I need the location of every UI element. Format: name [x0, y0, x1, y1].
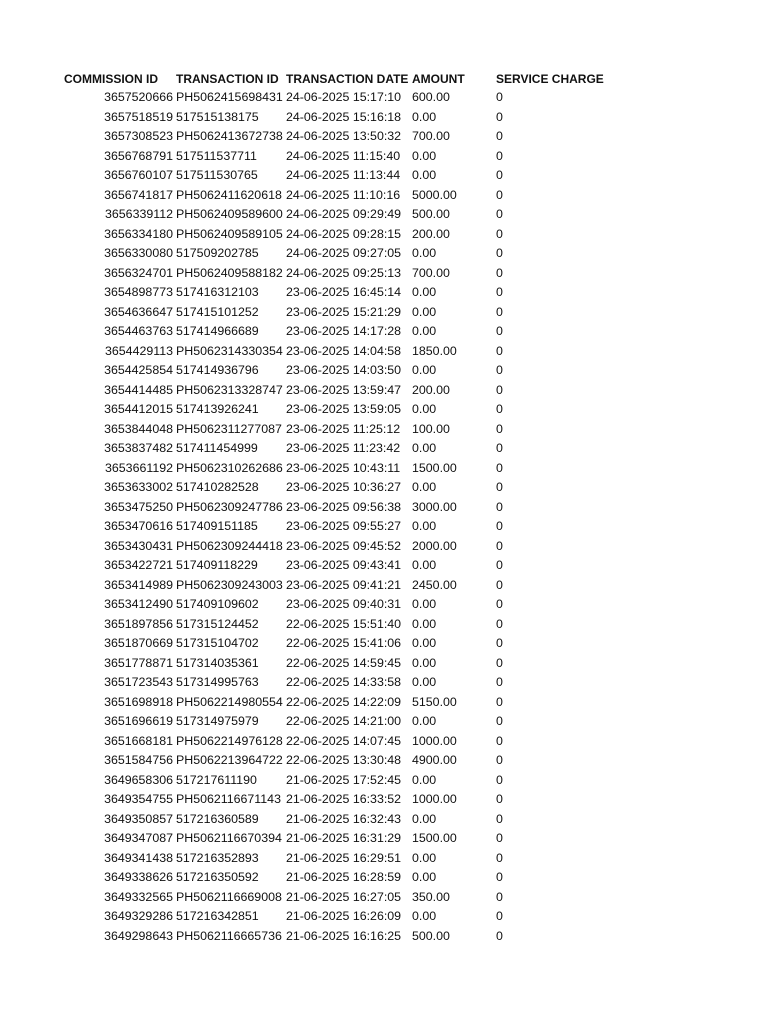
- cell-amount[interactable]: 1500.00: [412, 460, 457, 475]
- table-row: [0, 400, 768, 420]
- cell-transaction-id[interactable]: 517216352893: [176, 850, 259, 865]
- cell-transaction-date[interactable]: 23-06-2025 14:04:58: [286, 343, 402, 358]
- cell-commission-id[interactable]: 3653470616: [104, 519, 173, 533]
- cell-transaction-date[interactable]: 23-06-2025 09:45:52: [286, 538, 402, 553]
- cell-transaction-id[interactable]: 517315104702: [176, 636, 259, 650]
- table-row: [0, 673, 768, 693]
- cell-commission-id[interactable]: 3656741817: [104, 187, 173, 202]
- cell-amount[interactable]: 0.00: [412, 148, 437, 163]
- table-row: [0, 186, 768, 206]
- cell-transaction-date[interactable]: 24-06-2025 11:10:16: [286, 187, 401, 202]
- table-row: [0, 829, 768, 849]
- cell-commission-id[interactable]: 3651696619: [104, 714, 173, 728]
- table-row: [0, 439, 768, 459]
- cell-transaction-date[interactable]: 24-06-2025 09:27:05: [286, 246, 402, 260]
- cell-amount[interactable]: 0.00: [412, 655, 437, 670]
- cell-transaction-id[interactable]: 517515138175: [176, 109, 259, 124]
- header-service-charge[interactable]: SERVICE CHARGE: [496, 72, 604, 86]
- cell-transaction-date[interactable]: 23-06-2025 16:45:14: [286, 285, 402, 299]
- cell-commission-id[interactable]: 3653430431: [104, 538, 173, 553]
- cell-service-charge[interactable]: 0: [496, 168, 503, 182]
- cell-amount[interactable]: 1850.00: [412, 343, 457, 358]
- cell-commission-id[interactable]: 3651723543: [104, 675, 173, 689]
- cell-service-charge[interactable]: 0: [496, 850, 503, 865]
- cell-amount[interactable]: 0.00: [412, 402, 437, 416]
- cell-service-charge[interactable]: 0: [496, 636, 503, 650]
- cell-transaction-date[interactable]: 24-06-2025 09:28:15: [286, 226, 402, 241]
- cell-transaction-id[interactable]: PH5062214976128: [176, 733, 283, 748]
- table-row: [0, 322, 768, 342]
- cell-service-charge[interactable]: 0: [496, 343, 503, 358]
- cell-commission-id[interactable]: 3654429113: [105, 343, 173, 358]
- cell-commission-id[interactable]: 3653412490: [104, 597, 173, 611]
- cell-service-charge[interactable]: 0: [496, 519, 503, 533]
- table-row: [0, 244, 768, 264]
- cell-transaction-date[interactable]: 22-06-2025 14:21:00: [286, 714, 402, 728]
- cell-transaction-date[interactable]: 24-06-2025 11:13:44: [286, 168, 401, 182]
- cell-amount[interactable]: 0.00: [412, 441, 437, 455]
- cell-transaction-date[interactable]: 24-06-2025 13:50:32: [286, 129, 402, 143]
- cell-service-charge[interactable]: 0: [496, 694, 503, 709]
- cell-amount[interactable]: 3000.00: [412, 499, 457, 514]
- cell-transaction-id[interactable]: PH5062409589600: [176, 207, 283, 221]
- cell-transaction-id[interactable]: PH5062116669008: [176, 889, 282, 904]
- cell-transaction-id[interactable]: PH5062116665736: [176, 928, 282, 943]
- cell-amount[interactable]: 4900.00: [412, 753, 457, 767]
- cell-commission-id[interactable]: 3651668181: [104, 733, 173, 748]
- cell-transaction-id[interactable]: 517216360589: [176, 811, 259, 826]
- cell-transaction-id[interactable]: 517216342851: [176, 909, 259, 923]
- table-row: [0, 264, 768, 284]
- cell-transaction-date[interactable]: 22-06-2025 15:41:06: [286, 636, 402, 650]
- cell-amount[interactable]: 1500.00: [412, 831, 457, 845]
- cell-transaction-date[interactable]: 23-06-2025 11:25:12: [286, 421, 401, 436]
- cell-transaction-id[interactable]: 517411454999: [176, 441, 258, 455]
- cell-commission-id[interactable]: 3654414485: [104, 382, 173, 397]
- cell-service-charge[interactable]: 0: [496, 577, 503, 592]
- cell-transaction-date[interactable]: 22-06-2025 13:30:48: [286, 753, 402, 767]
- table-row: [0, 849, 768, 869]
- cell-transaction-date[interactable]: 21-06-2025 16:32:43: [286, 811, 402, 826]
- cell-amount[interactable]: 5150.00: [412, 694, 457, 709]
- cell-commission-id[interactable]: 3657520666: [104, 90, 173, 104]
- cell-transaction-id[interactable]: PH5062311277087: [176, 421, 282, 436]
- table-body: [0, 88, 768, 946]
- table-row: [0, 303, 768, 323]
- cell-transaction-date[interactable]: 23-06-2025 09:55:27: [286, 519, 402, 533]
- cell-amount[interactable]: 0.00: [412, 772, 437, 787]
- cell-service-charge[interactable]: 0: [496, 928, 503, 943]
- cell-transaction-date[interactable]: 23-06-2025 09:40:31: [286, 597, 402, 611]
- cell-commission-id[interactable]: 3656324701: [104, 265, 173, 280]
- table-row: [0, 927, 768, 947]
- cell-amount[interactable]: 0.00: [412, 811, 437, 826]
- cell-transaction-date[interactable]: 23-06-2025 14:17:28: [286, 324, 402, 338]
- cell-transaction-date[interactable]: 23-06-2025 14:03:50: [286, 363, 402, 377]
- cell-transaction-date[interactable]: 23-06-2025 09:43:41: [286, 558, 402, 572]
- cell-transaction-id[interactable]: PH5062310262686: [176, 460, 283, 475]
- cell-amount[interactable]: 0.00: [412, 246, 437, 260]
- cell-commission-id[interactable]: 3653414989: [104, 577, 173, 592]
- cell-service-charge[interactable]: 0: [496, 324, 503, 338]
- cell-transaction-id[interactable]: PH5062314330354: [176, 343, 283, 358]
- cell-service-charge[interactable]: 0: [496, 675, 503, 689]
- cell-transaction-id[interactable]: 517314975979: [176, 714, 259, 728]
- cell-amount[interactable]: 500.00: [412, 928, 450, 943]
- cell-amount[interactable]: 0.00: [412, 675, 437, 689]
- cell-service-charge[interactable]: 0: [496, 265, 503, 280]
- cell-transaction-id[interactable]: 517414936796: [176, 363, 259, 377]
- cell-service-charge[interactable]: 0: [496, 831, 503, 845]
- cell-transaction-id[interactable]: 517413926241: [176, 402, 259, 416]
- cell-commission-id[interactable]: 3654425854: [104, 363, 173, 377]
- cell-transaction-date[interactable]: 23-06-2025 10:36:27: [286, 480, 402, 494]
- cell-amount[interactable]: 700.00: [412, 265, 450, 280]
- cell-transaction-date[interactable]: 21-06-2025 16:16:25: [286, 928, 402, 943]
- cell-service-charge[interactable]: 0: [496, 714, 503, 728]
- cell-commission-id[interactable]: 3651870669: [104, 636, 173, 650]
- cell-transaction-id[interactable]: 517314035361: [176, 655, 259, 670]
- header-transaction-id[interactable]: TRANSACTION ID: [176, 72, 279, 86]
- cell-amount[interactable]: 100.00: [412, 421, 450, 436]
- cell-transaction-date[interactable]: 21-06-2025 16:33:52: [286, 792, 402, 806]
- cell-commission-id[interactable]: 3653837482: [104, 441, 173, 455]
- cell-service-charge[interactable]: 0: [496, 772, 503, 787]
- table-row: [0, 595, 768, 615]
- cell-service-charge[interactable]: 0: [496, 616, 503, 631]
- cell-amount[interactable]: 1000.00: [412, 733, 457, 748]
- cell-transaction-id[interactable]: 517217611190: [176, 772, 257, 787]
- cell-service-charge[interactable]: 0: [496, 402, 503, 416]
- cell-service-charge[interactable]: 0: [496, 441, 503, 455]
- cell-amount[interactable]: 0.00: [412, 168, 437, 182]
- cell-transaction-date[interactable]: 22-06-2025 14:33:58: [286, 675, 402, 689]
- cell-transaction-date[interactable]: 22-06-2025 14:07:45: [286, 733, 402, 748]
- table-row: [0, 225, 768, 245]
- cell-transaction-id[interactable]: 517216350592: [176, 870, 259, 884]
- table-row: [0, 868, 768, 888]
- cell-commission-id[interactable]: 3656334180: [104, 226, 173, 241]
- table-row: [0, 634, 768, 654]
- cell-commission-id[interactable]: 3651698918: [104, 694, 173, 709]
- cell-commission-id[interactable]: 3651778871: [104, 655, 173, 670]
- cell-commission-id[interactable]: 3653422721: [104, 558, 173, 572]
- header-commission-id[interactable]: COMMISSION ID: [64, 72, 159, 86]
- table-row: [0, 556, 768, 576]
- table-row: [0, 907, 768, 927]
- cell-commission-id[interactable]: 3656768791: [104, 148, 173, 163]
- cell-transaction-id[interactable]: 517415101252: [176, 304, 259, 319]
- cell-transaction-id[interactable]: PH5062413672738: [176, 129, 283, 143]
- cell-amount[interactable]: 0.00: [412, 285, 437, 299]
- cell-transaction-id[interactable]: PH5062214980554: [176, 694, 283, 709]
- cell-service-charge[interactable]: 0: [496, 792, 503, 806]
- cell-service-charge[interactable]: 0: [496, 363, 503, 377]
- cell-transaction-date[interactable]: 23-06-2025 13:59:47: [286, 382, 402, 397]
- cell-commission-id[interactable]: 3653633002: [104, 480, 173, 494]
- cell-transaction-date[interactable]: 23-06-2025 09:41:21: [286, 577, 402, 592]
- cell-commission-id[interactable]: 3656330080: [104, 246, 173, 260]
- cell-service-charge[interactable]: 0: [496, 655, 503, 670]
- table-row: [0, 459, 768, 479]
- cell-commission-id[interactable]: 3649350857: [104, 811, 173, 826]
- cell-transaction-id[interactable]: 517314995763: [176, 675, 259, 689]
- table-row: [0, 790, 768, 810]
- table-row: [0, 361, 768, 381]
- cell-amount[interactable]: 0.00: [412, 480, 437, 494]
- cell-service-charge[interactable]: 0: [496, 909, 503, 923]
- cell-transaction-id[interactable]: 517409109602: [176, 597, 259, 611]
- cell-service-charge[interactable]: 0: [496, 207, 503, 221]
- cell-transaction-id[interactable]: PH5062116670394: [176, 831, 282, 845]
- cell-transaction-id[interactable]: PH5062409589105: [176, 226, 283, 241]
- cell-amount[interactable]: 0.00: [412, 870, 437, 884]
- cell-transaction-date[interactable]: 24-06-2025 09:29:49: [286, 207, 402, 221]
- cell-transaction-id[interactable]: 517410282528: [176, 480, 259, 494]
- cell-service-charge[interactable]: 0: [496, 811, 503, 826]
- cell-commission-id[interactable]: 3656760107: [104, 168, 173, 182]
- table-row: [0, 810, 768, 830]
- cell-service-charge[interactable]: 0: [496, 499, 503, 514]
- table-row: [0, 888, 768, 908]
- cell-amount[interactable]: 5000.00: [412, 187, 457, 202]
- header-transaction-date[interactable]: TRANSACTION DATE: [286, 72, 409, 86]
- cell-transaction-date[interactable]: 24-06-2025 11:15:40: [286, 148, 401, 163]
- table-row: [0, 205, 768, 225]
- cell-transaction-id[interactable]: 517409151185: [176, 519, 258, 533]
- table-row: [0, 108, 768, 128]
- cell-service-charge[interactable]: 0: [496, 753, 503, 767]
- cell-service-charge[interactable]: 0: [496, 187, 503, 202]
- cell-amount[interactable]: 1000.00: [412, 792, 457, 806]
- table-row: [0, 381, 768, 401]
- cell-amount[interactable]: 2450.00: [412, 577, 457, 592]
- cell-amount[interactable]: 0.00: [412, 616, 437, 631]
- cell-transaction-id[interactable]: PH5062411620618: [176, 187, 282, 202]
- cell-commission-id[interactable]: 3651584756: [104, 753, 173, 767]
- cell-service-charge[interactable]: 0: [496, 129, 503, 143]
- cell-commission-id[interactable]: 3657308523: [104, 129, 173, 143]
- cell-amount[interactable]: 350.00: [412, 889, 450, 904]
- cell-commission-id[interactable]: 3649658306: [104, 772, 173, 787]
- table-row: [0, 420, 768, 440]
- table-row: [0, 127, 768, 147]
- cell-amount[interactable]: 0.00: [412, 597, 437, 611]
- cell-transaction-date[interactable]: 23-06-2025 09:56:38: [286, 499, 402, 514]
- table-row: [0, 166, 768, 186]
- table-row: [0, 537, 768, 557]
- cell-commission-id[interactable]: 3654636647: [104, 304, 173, 319]
- cell-amount[interactable]: 0.00: [412, 558, 437, 572]
- cell-transaction-date[interactable]: 24-06-2025 15:17:10: [286, 90, 402, 104]
- cell-commission-id[interactable]: 3654463763: [104, 324, 173, 338]
- table-row: [0, 342, 768, 362]
- transactions-sheet: [0, 70, 768, 946]
- cell-service-charge[interactable]: 0: [496, 460, 503, 475]
- cell-commission-id[interactable]: 3653661192: [105, 460, 173, 475]
- table-row: [0, 576, 768, 596]
- cell-amount[interactable]: 0.00: [412, 519, 437, 533]
- cell-amount[interactable]: 0.00: [412, 324, 437, 338]
- cell-amount[interactable]: 0.00: [412, 850, 437, 865]
- cell-service-charge[interactable]: 0: [496, 285, 503, 299]
- cell-commission-id[interactable]: 3653475250: [104, 499, 173, 514]
- cell-transaction-id[interactable]: PH5062415698431: [176, 90, 283, 104]
- cell-transaction-id[interactable]: 517409118229: [176, 558, 258, 572]
- cell-amount[interactable]: 2000.00: [412, 538, 457, 553]
- cell-service-charge[interactable]: 0: [496, 889, 503, 904]
- table-row: [0, 517, 768, 537]
- table-row: [0, 615, 768, 635]
- cell-amount[interactable]: 0.00: [412, 363, 437, 377]
- cell-commission-id[interactable]: 3649347087: [104, 831, 173, 845]
- cell-transaction-id[interactable]: 517509202785: [176, 246, 259, 260]
- cell-transaction-date[interactable]: 21-06-2025 17:52:45: [286, 772, 402, 787]
- cell-amount[interactable]: 600.00: [412, 90, 450, 104]
- cell-commission-id[interactable]: 3656339112: [105, 207, 173, 221]
- cell-transaction-id[interactable]: PH5062213964722: [176, 753, 283, 767]
- cell-transaction-date[interactable]: 21-06-2025 16:29:51: [286, 850, 402, 865]
- cell-service-charge[interactable]: 0: [496, 870, 503, 884]
- cell-transaction-id[interactable]: 517511537711: [176, 148, 257, 163]
- table-row: [0, 498, 768, 518]
- cell-commission-id[interactable]: 3649329286: [104, 909, 173, 923]
- cell-transaction-date[interactable]: 24-06-2025 15:16:18: [286, 109, 402, 124]
- cell-service-charge[interactable]: 0: [496, 597, 503, 611]
- cell-service-charge[interactable]: 0: [496, 558, 503, 572]
- header-row: [0, 70, 768, 88]
- cell-service-charge[interactable]: 0: [496, 90, 503, 104]
- table-row: [0, 732, 768, 752]
- table-row: [0, 478, 768, 498]
- cell-transaction-date[interactable]: 21-06-2025 16:27:05: [286, 889, 402, 904]
- cell-service-charge[interactable]: 0: [496, 382, 503, 397]
- table-row: [0, 88, 768, 108]
- cell-transaction-id[interactable]: PH5062409588182: [176, 265, 283, 280]
- table-row: [0, 771, 768, 791]
- table-row: [0, 751, 768, 771]
- cell-service-charge[interactable]: 0: [496, 304, 503, 319]
- cell-commission-id[interactable]: 3649298643: [104, 928, 173, 943]
- cell-transaction-id[interactable]: PH5062313328747: [176, 382, 283, 397]
- cell-amount[interactable]: 200.00: [412, 382, 450, 397]
- cell-amount[interactable]: 0.00: [412, 109, 437, 124]
- cell-transaction-date[interactable]: 23-06-2025 11:23:42: [286, 441, 401, 455]
- header-amount[interactable]: AMOUNT: [412, 72, 465, 86]
- table-row: [0, 693, 768, 713]
- cell-transaction-date[interactable]: 23-06-2025 13:59:05: [286, 402, 402, 416]
- cell-commission-id[interactable]: 3657518519: [104, 109, 173, 124]
- table-row: [0, 712, 768, 732]
- cell-transaction-id[interactable]: PH5062309244418: [176, 538, 283, 553]
- cell-transaction-id[interactable]: 517414966689: [176, 324, 259, 338]
- cell-transaction-date[interactable]: 22-06-2025 15:51:40: [286, 616, 402, 631]
- cell-commission-id[interactable]: 3649341438: [104, 850, 173, 865]
- cell-transaction-id[interactable]: 517511530765: [176, 168, 258, 182]
- table-row: [0, 147, 768, 167]
- cell-commission-id[interactable]: 3649332565: [104, 889, 173, 904]
- cell-transaction-date[interactable]: 21-06-2025 16:28:59: [286, 870, 402, 884]
- cell-transaction-id[interactable]: PH5062116671143: [176, 792, 281, 806]
- cell-service-charge[interactable]: 0: [496, 480, 503, 494]
- cell-service-charge[interactable]: 0: [496, 109, 503, 124]
- cell-transaction-date[interactable]: 22-06-2025 14:59:45: [286, 655, 402, 670]
- cell-transaction-date[interactable]: 24-06-2025 09:25:13: [286, 265, 402, 280]
- cell-commission-id[interactable]: 3654898773: [104, 285, 173, 299]
- cell-amount[interactable]: 200.00: [412, 226, 450, 241]
- table-row: [0, 283, 768, 303]
- cell-transaction-id[interactable]: 517416312103: [176, 285, 259, 299]
- cell-amount[interactable]: 0.00: [412, 636, 437, 650]
- cell-transaction-id[interactable]: PH5062309247786: [176, 499, 283, 514]
- cell-amount[interactable]: 500.00: [412, 207, 450, 221]
- cell-service-charge[interactable]: 0: [496, 246, 503, 260]
- cell-commission-id[interactable]: 3651897856: [104, 616, 173, 631]
- cell-commission-id[interactable]: 3649354755: [104, 792, 173, 806]
- cell-commission-id[interactable]: 3649338626: [104, 870, 173, 884]
- cell-transaction-id[interactable]: PH5062309243003: [176, 577, 283, 592]
- table-row: [0, 654, 768, 674]
- cell-service-charge[interactable]: 0: [496, 148, 503, 163]
- cell-transaction-date[interactable]: 23-06-2025 10:43:11: [286, 460, 401, 475]
- cell-transaction-id[interactable]: 517315124452: [176, 616, 259, 631]
- cell-commission-id[interactable]: 3653844048: [104, 421, 173, 436]
- cell-amount[interactable]: 700.00: [412, 129, 450, 143]
- cell-service-charge[interactable]: 0: [496, 733, 503, 748]
- cell-amount[interactable]: 0.00: [412, 909, 437, 923]
- cell-transaction-date[interactable]: 22-06-2025 14:22:09: [286, 694, 402, 709]
- cell-service-charge[interactable]: 0: [496, 538, 503, 553]
- cell-service-charge[interactable]: 0: [496, 226, 503, 241]
- cell-transaction-date[interactable]: 21-06-2025 16:26:09: [286, 909, 402, 923]
- cell-transaction-date[interactable]: 21-06-2025 16:31:29: [286, 831, 402, 845]
- cell-amount[interactable]: 0.00: [412, 304, 437, 319]
- cell-transaction-date[interactable]: 23-06-2025 15:21:29: [286, 304, 402, 319]
- cell-service-charge[interactable]: 0: [496, 421, 503, 436]
- cell-commission-id[interactable]: 3654412015: [104, 402, 173, 416]
- cell-amount[interactable]: 0.00: [412, 714, 437, 728]
